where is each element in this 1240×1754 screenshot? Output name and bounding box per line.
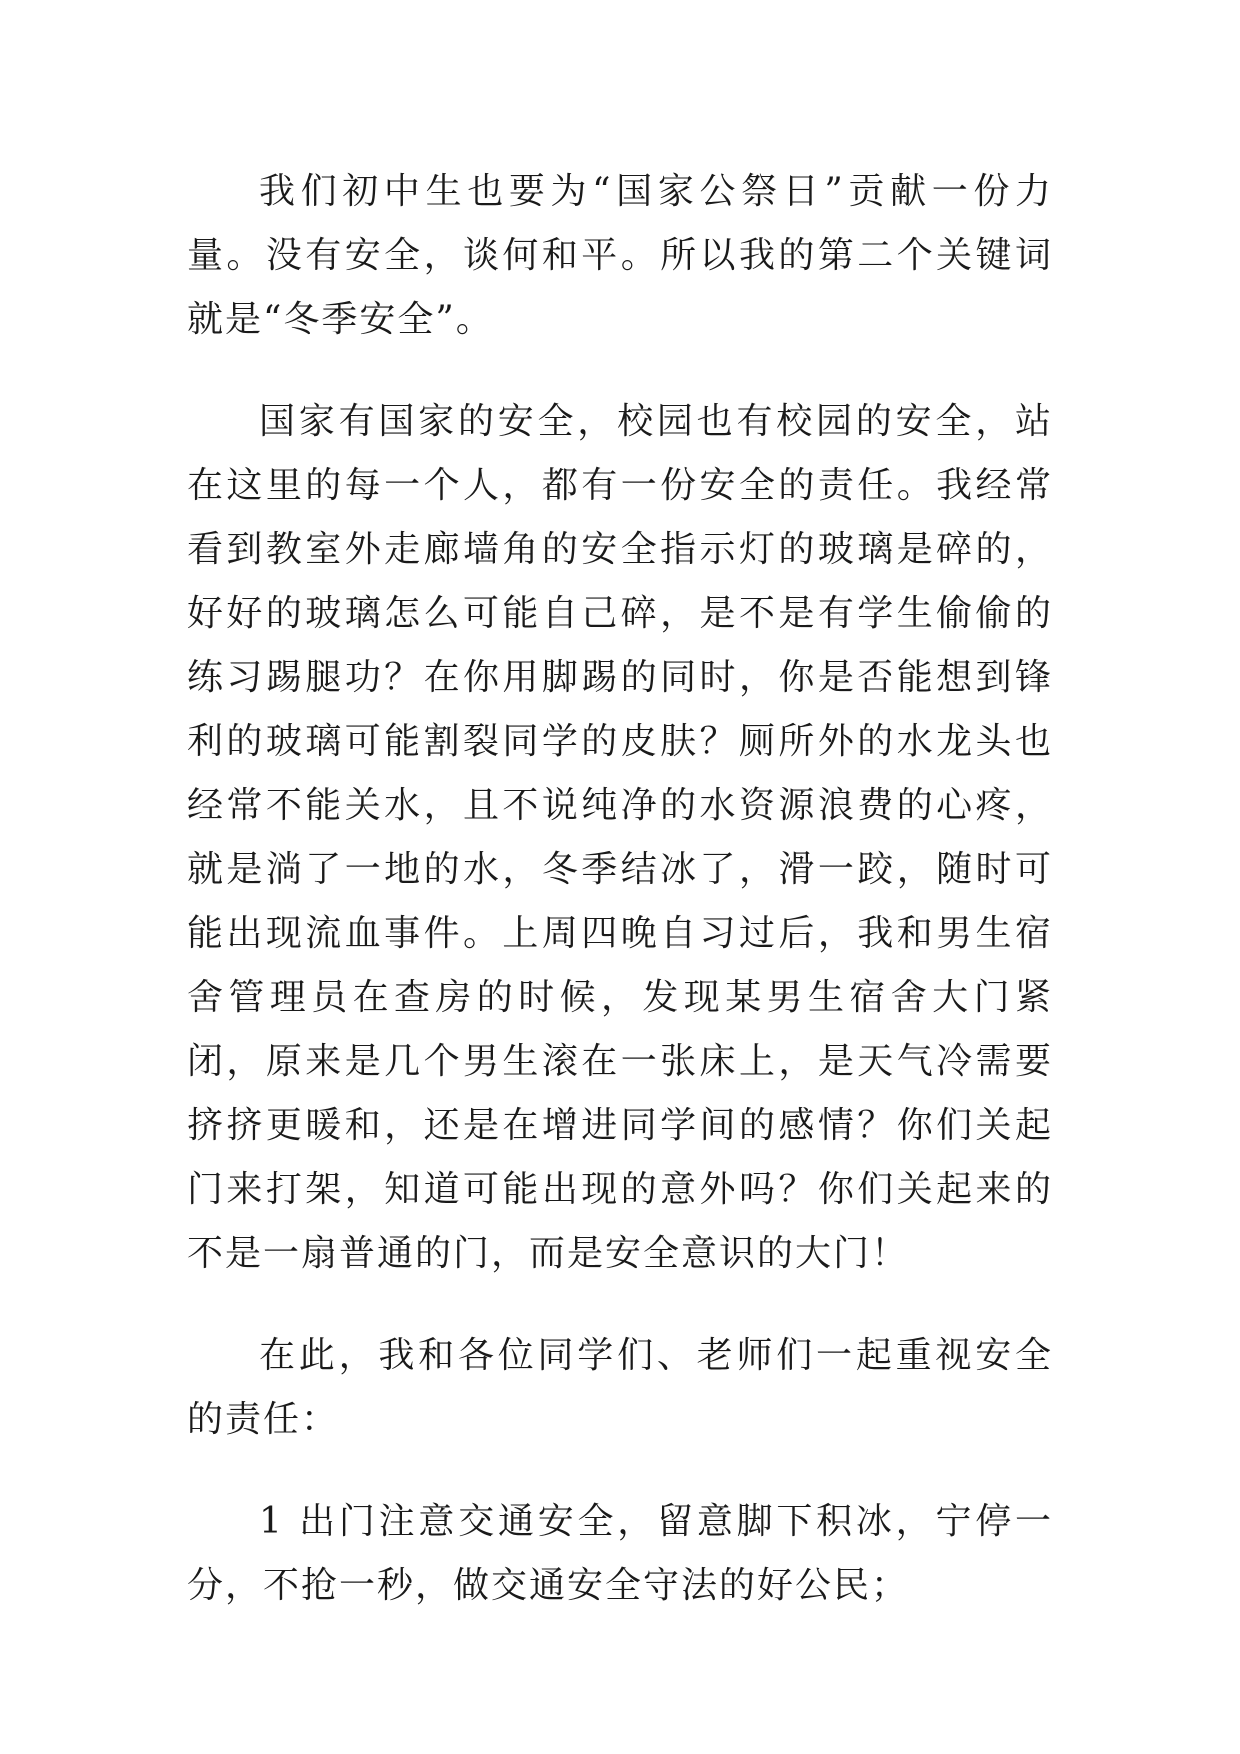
paragraph-1: 我们初中生也要为“国家公祭日”贡献一份力量。没有安全，谈何和平。所以我的第二个关键词就是“冬季安全”。 [187,171,1053,340]
paragraph-4: 1 出门注意交通安全，留意脚下积冰，宁停一分，不抢一秒，做交通安全守法的好公民； [187,1501,1053,1606]
document-body [187,160,1053,1656]
paragraph-3: 在此，我和各位同学们、老师们一起重视安全的责任： [187,1335,1053,1440]
paragraph-2: 国家有国家的安全，校园也有校园的安全，站在这里的每一个人，都有一份安全的责任。我经常看到教室外走廊墙角的安全指示灯的玻璃是碎的，好好的玻璃怎么可能自己碎，是不是有学生偷偷的练习踢腿功？在你用脚踢的同时，你是否能想到锋利的玻璃可能割裂同学的皮肤？厕所外的水龙头也经常不能关水，且不说纯净的水资源浪费的心疼，就是淌了一地的水，冬季结冰了，滑一跤，随时可能出现流血事件。上周四晚自习过后，我和男生宿舍管理员在查房的时候，发现某男生宿舍大门紧闭，原来是几个男生滚在一张床上，是天气冷需要挤挤更暖和，还是在增进同学间的感情？你们关起门来打架，知道可能出现的意外吗？你们关起来的不是一扇普通的门，而是安全意识的大门！ [187,401,1053,1274]
